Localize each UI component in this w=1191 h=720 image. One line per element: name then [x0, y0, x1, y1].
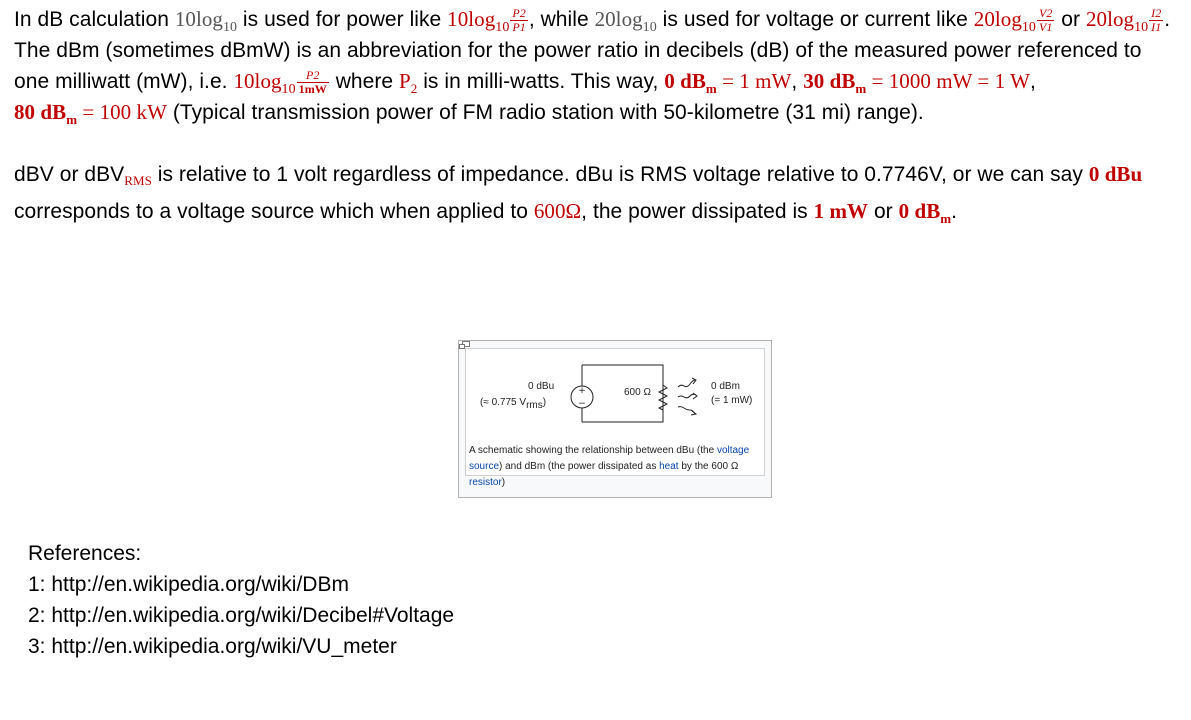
formula-text: P: [399, 69, 411, 93]
svg-text:+: +: [578, 386, 586, 396]
formula-0dbm-2: [898, 199, 952, 226]
formula-power-ratio: [447, 6, 529, 35]
formula-10log: [174, 7, 238, 35]
formula-text: 600Ω: [533, 199, 582, 223]
references-heading: References:: [28, 542, 142, 565]
fraction-numerator: V2: [1038, 6, 1053, 20]
rms-subscript: rms: [526, 400, 543, 411]
text-segment: ,: [1029, 70, 1036, 93]
formula-0dbm: [664, 69, 792, 96]
formula-text: 0 dBu: [1088, 162, 1143, 186]
text-segment: (Typical transmission power of FM radio station with 50-kilometre (31 mi) range).: [166, 101, 924, 124]
formula-text: 0 dB: [898, 199, 941, 223]
fraction-numerator: I2: [1151, 6, 1162, 20]
formula-text: 10log: [447, 7, 496, 31]
figure-caption: [469, 443, 759, 491]
reference-item: 3: http://en.wikipedia.org/wiki/VU_meter: [28, 635, 397, 658]
formula-subscript: m: [855, 81, 867, 96]
fraction: [297, 69, 329, 96]
text-segment: or: [868, 200, 899, 223]
heat-link[interactable]: heat: [659, 461, 679, 472]
formula-voltage-ratio: [973, 6, 1056, 35]
formula-dbm-definition: [233, 68, 329, 97]
formula-text: 20log: [973, 7, 1022, 31]
reference-item: 1: http://en.wikipedia.org/wiki/DBm: [28, 573, 349, 596]
formula-subscript: 10: [281, 82, 296, 97]
formula-subscript: 10: [1021, 20, 1036, 35]
fraction-numerator: P2: [297, 69, 329, 83]
text-segment: dBV or dBV: [14, 163, 125, 186]
voltage-source-link[interactable]: voltage source: [469, 445, 750, 472]
heat-arrows-icon: [678, 378, 697, 415]
dbu-label: 0 dBu: [528, 381, 555, 392]
dbu-voltage-label: [480, 397, 546, 411]
reference-item: 2: http://en.wikipedia.org/wiki/Decibel#Voltage: [28, 604, 455, 627]
formula-subscript: m: [705, 81, 717, 96]
dbm-label: 0 dBm: [711, 381, 740, 392]
text-segment: is used for power like: [237, 8, 448, 31]
formula-text: 20log: [594, 7, 643, 31]
fraction: [1149, 7, 1163, 34]
formula-text: 1 mW: [813, 199, 869, 223]
formula-subscript: m: [940, 211, 952, 226]
text-segment: .: [951, 200, 958, 223]
resistor-icon: [659, 365, 667, 422]
formula-1mw: [814, 199, 868, 223]
formula-subscript: 10: [495, 20, 510, 35]
text-segment: where: [329, 70, 400, 93]
text-segment: corresponds to a voltage source which when applied to: [14, 200, 534, 223]
formula-text: 10log: [233, 69, 282, 93]
text-segment: is used for voltage or current like: [656, 8, 974, 31]
formula-p2: [399, 69, 418, 96]
fraction-denominator: V1: [1038, 20, 1053, 34]
text-segment: or: [1055, 8, 1086, 31]
references-section: [28, 538, 454, 662]
formula-text: 80 dB: [14, 100, 67, 124]
fraction: [1037, 7, 1054, 34]
paragraph-dbm: [14, 4, 1179, 128]
formula-text: 0 dB: [664, 69, 706, 93]
schematic-figure: [458, 340, 772, 498]
rms-subscript: RMS: [124, 173, 152, 188]
text-segment: , the power dissipated is: [581, 200, 814, 223]
formula-30dbm: [803, 69, 1030, 96]
formula-subscript: 10: [222, 20, 238, 35]
text-segment: In dB calculation: [14, 8, 175, 31]
formula-text: = 1000 mW = 1 W: [866, 69, 1030, 93]
formula-subscript: 10: [1134, 20, 1149, 35]
fraction: [510, 7, 527, 34]
caption-text: by the 600 Ω: [678, 461, 739, 472]
text-segment: is in milli-watts. This way,: [417, 70, 665, 93]
formula-subscript: 10: [642, 20, 657, 35]
resistor-link[interactable]: resistor: [469, 477, 502, 488]
fraction-denominator: P1: [512, 20, 526, 34]
formula-600ohm: [534, 199, 581, 223]
formula-subscript: m: [66, 112, 78, 127]
caption-text: ) and dBm (the power dissipated as: [499, 461, 660, 472]
text-segment: , while: [528, 8, 595, 31]
formula-text: 30 dB: [803, 69, 856, 93]
formula-20log: [594, 7, 657, 35]
caption-text: A schematic showing the relationship between dBu (the: [469, 445, 717, 456]
fraction-numerator: P2: [512, 6, 526, 20]
schematic-diagram: [466, 349, 764, 439]
article-body: [14, 4, 1179, 227]
formula-text: 20log: [1085, 7, 1135, 31]
svg-text:−: −: [578, 399, 586, 409]
dbm-power-label: (= 1 mW): [711, 395, 753, 406]
formula-80dbm: [14, 100, 167, 127]
formula-text: = 1 mW: [716, 69, 792, 93]
resistor-label: 600 Ω: [624, 387, 651, 398]
formula-text: 10log: [174, 7, 223, 31]
caption-text: ): [501, 477, 506, 488]
text-segment: ,: [791, 70, 804, 93]
formula-subscript: 2: [410, 81, 418, 96]
text-segment: . The dBm (sometimes dBmW) is an abbreviation for the power ratio in decibels (dB) of the measured power referenced to one milliwatt (mW), i.e.: [14, 8, 1171, 93]
voltage-source-icon: [571, 386, 593, 409]
fraction-denominator: I1: [1151, 20, 1162, 34]
enlarge-icon[interactable]: [459, 341, 470, 349]
voltage-value: (≈ 0.775 V: [480, 397, 527, 408]
text-segment: is relative to 1 volt regardless of impedance. dBu is RMS voltage relative to 0.7746V, or we can say: [151, 163, 1089, 186]
paragraph-dbu: [14, 159, 1179, 227]
voltage-value-end: ): [542, 397, 547, 408]
fraction-denominator: 1mW: [298, 82, 327, 96]
formula-current-ratio: [1085, 6, 1164, 35]
formula-text: = 100 kW: [77, 100, 167, 124]
formula-0dbu: [1089, 162, 1142, 186]
